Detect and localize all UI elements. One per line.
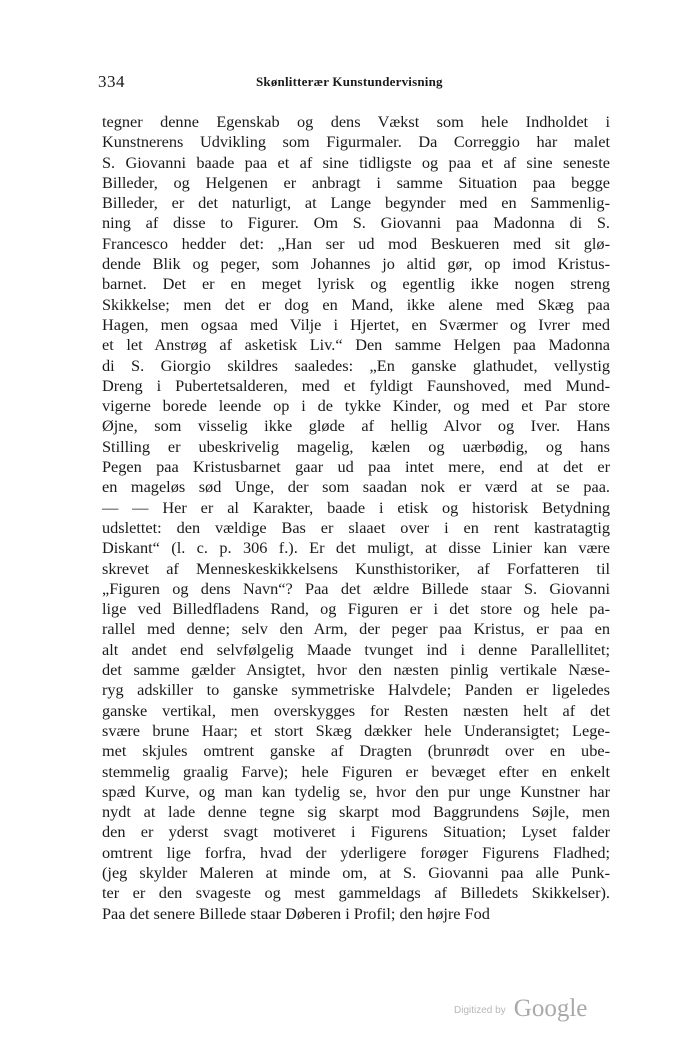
text-line: en mageløs sød Unge, der som saadan nok er værd at se paa.: [102, 477, 610, 497]
text-line: Billeder, er det naturligt, at Lange begynder med en Sammenlig-: [102, 193, 610, 213]
text-line: — — Her er al Karakter, baade i etisk og historisk Betydning: [102, 497, 610, 517]
running-title: Skønlitterær Kunstundervisning: [256, 74, 443, 89]
text-line: di S. Giorgio skildres saaledes: „En ganske glathudet, vellystig: [102, 355, 610, 375]
text-line: vigerne borede leende op i de tykke Kinder, og med et Par store: [102, 396, 610, 416]
text-line: Skikkelse; men det er dog en Mand, ikke alene med Skæg paa: [102, 294, 610, 314]
text-line: ganske vertikal, men overskygges for Resten næsten helt af det: [102, 700, 610, 720]
text-line: et let Anstrøg af asketisk Liv.“ Den samme Helgen paa Madonna: [102, 335, 610, 355]
google-logo: Google: [513, 995, 588, 1022]
page-header: [98, 72, 608, 96]
text-line: den er yderst svagt motiveret i Figurens Situation; Lyset falder: [102, 822, 610, 842]
text-line: omtrent lige forfra, hvad der yderligere forøger Figurens Fladhed;: [102, 842, 610, 862]
text-line: nydt at lade denne tegne sig skarpt mod Baggrundens Søjle, men: [102, 802, 610, 822]
text-line: Pegen paa Kristusbarnet gaar ud paa intet mere, end at det er: [102, 457, 610, 477]
text-line: tegner denne Egenskab og dens Vækst som hele Indholdet i: [102, 112, 610, 131]
text-line: spæd Kurve, og man kan tydelig se, hvor den pur unge Kunstner har: [102, 781, 610, 801]
digitized-by-google-watermark: [454, 995, 587, 1023]
text-line: (jeg skylder Maleren at minde om, at S. Giovanni paa alle Punk-: [102, 862, 610, 882]
text-line: dende Blik og peger, som Johannes jo altid gør, op imod Kristus-: [102, 254, 610, 274]
text-line: svære brune Haar; et stort Skæg dækker hele Underansigtet; Lege-: [102, 720, 610, 740]
text-line: alt andet end selvfølgelig Maade tvunget ind i denne Parallellitet;: [102, 639, 610, 659]
text-line: S. Giovanni baade paa et af sine tidligste og paa et af sine seneste: [102, 152, 610, 172]
watermark-prefix: Digitized by: [454, 1005, 506, 1016]
text-line: Hagen, men ogsaa med Vilje i Hjertet, en Sværmer og Ivrer med: [102, 314, 610, 334]
text-line: stemmelig graalig Farve); hele Figuren er bevæget efter en enkelt: [102, 761, 610, 781]
text-line: Dreng i Pubertetsalderen, med et fyldigt Faunshoved, med Mund-: [102, 375, 610, 395]
text-line: Diskant“ (l. c. p. 306 f.). Er det muligt, at disse Linier kan være: [102, 538, 610, 558]
text-line: Kunstnerens Udvikling som Figurmaler. Da Correggio har malet: [102, 132, 610, 152]
text-line: „Figuren og dens Navn“? Paa det ældre Billede staar S. Giovanni: [102, 578, 610, 598]
text-line: det samme gælder Ansigtet, hvor den næsten pinlig vertikale Næse-: [102, 660, 610, 680]
text-line: Stilling er ubeskrivelig magelig, kælen og uærbødig, og hans: [102, 436, 610, 456]
body-text: [102, 112, 610, 924]
text-line: skrevet af Menneskeskikkelsens Kunsthistoriker, af Forfatteren til: [102, 558, 610, 578]
text-line: rallel med denne; selv den Arm, der peger paa Kristus, er paa en: [102, 619, 610, 639]
text-line: Paa det senere Billede staar Døberen i Profil; den højre Fod: [102, 903, 490, 923]
text-line: barnet. Det er en meget lyrisk og egentlig ikke nogen streng: [102, 274, 610, 294]
text-line: met skjules omtrent ganske af Dragten (brunrødt over en ube-: [102, 741, 610, 761]
text-line: Billeder, og Helgenen er anbragt i samme Situation paa begge: [102, 172, 610, 192]
text-line: ryg adskiller to ganske symmetriske Halvdele; Panden er ligeledes: [102, 680, 610, 700]
page-number: 334: [98, 72, 125, 91]
text-line: ter er den svageste og mest gammeldags af Billedets Skikkelser).: [102, 883, 610, 903]
text-line: ning af disse to Figurer. Om S. Giovanni paa Madonna di S.: [102, 213, 610, 233]
text-line: Francesco hedder det: „Han ser ud mod Beskueren med sit glø-: [102, 233, 610, 253]
text-line: Øjne, som visselig ikke gløde af hellig Alvor og Iver. Hans: [102, 416, 610, 436]
text-line: udslettet: den vældige Bas er slaaet over i en rent kastratagtig: [102, 517, 610, 537]
text-line: lige ved Billedfladens Rand, og Figuren er i det store og hele pa-: [102, 599, 610, 619]
